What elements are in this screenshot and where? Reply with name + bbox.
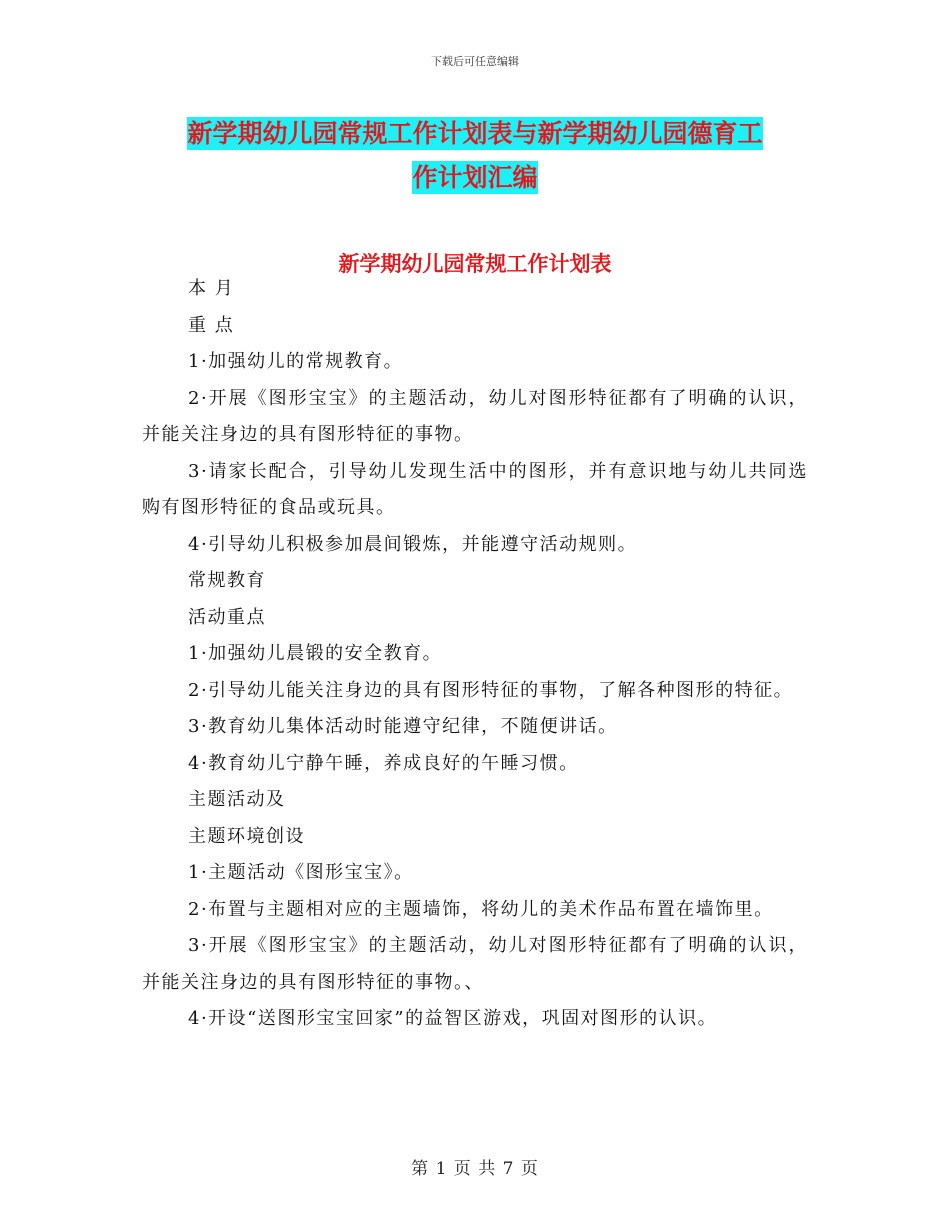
paragraph: 4·教育幼儿宁静午睡，养成良好的午睡习惯。 (188, 752, 579, 774)
document-body (142, 271, 808, 1038)
paragraph: 2·引导幼儿能关注身边的具有图形特征的事物，了解各种图形的特征。 (188, 679, 794, 701)
page-header-note: 下载后可任意编辑 (431, 55, 519, 68)
section-title: 新学期幼儿园常规工作计划表 (338, 252, 612, 276)
paragraph: 主题环境创设 (188, 825, 305, 847)
paragraph: 3·请家长配合，引导幼儿发现生活中的图形，并有意识地与幼儿共同选购有图形特征的食品或玩具。 (142, 460, 808, 518)
document-title-line-2: 作计划汇编 (412, 163, 538, 192)
paragraph: 4·开设“送图形宝宝回家”的益智区游戏，巩固对图形的认识。 (188, 1008, 718, 1029)
paragraph: 1·加强幼儿的常规教育。 (188, 351, 404, 372)
paragraph: 常规教育 (188, 570, 266, 591)
document-title-line-1: 新学期幼儿园常规工作计划表与新学期幼儿园德育工 (187, 119, 763, 148)
paragraph: 本 月 (188, 278, 235, 299)
paragraph: 2·开展《图形宝宝》的主题活动，幼儿对图形特征都有了明确的认识，并能关注身边的具有图形特征的事物。 (142, 387, 808, 445)
paragraph: 1·主题活动《图形宝宝》。 (188, 862, 414, 883)
paragraph: 活动重点 (188, 606, 266, 628)
document-title (142, 112, 808, 200)
paragraph: 4·引导幼儿积极参加晨间锻炼，并能遵守活动规则。 (188, 533, 638, 555)
paragraph: 1·加强幼儿晨锻的安全教育。 (188, 643, 443, 664)
paragraph: 3·教育幼儿集体活动时能遵守纪律，不随便讲话。 (188, 716, 618, 737)
paragraph: 3·开展《图形宝宝》的主题活动，幼儿对图形特征都有了明确的认识，并能关注身边的具有图形特征的事物。、 (142, 935, 808, 993)
paragraph: 主题活动及 (188, 789, 286, 810)
paragraph: 重 点 (188, 314, 235, 336)
page-footer: 第 1 页 共 7 页 (411, 1159, 539, 1179)
paragraph: 2·布置与主题相对应的主题墙饰，将幼儿的美术作品布置在墙饰里。 (188, 898, 774, 920)
